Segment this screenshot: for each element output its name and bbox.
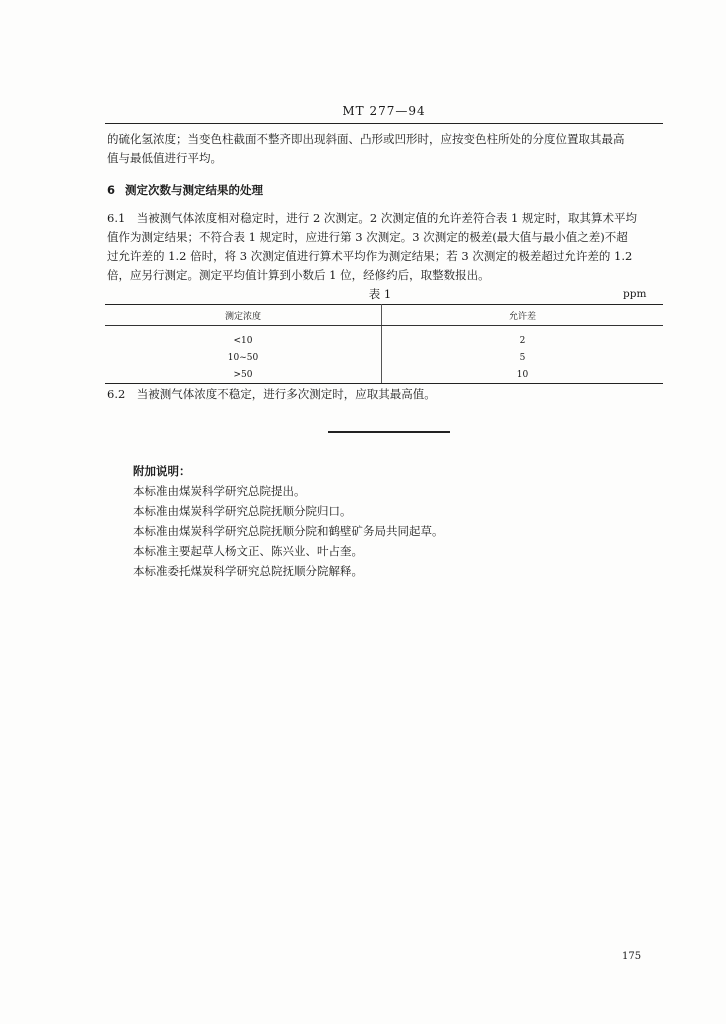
section-heading-6: [107, 182, 263, 198]
end-rule: [328, 431, 450, 433]
table-header-tolerance: 允许差: [382, 305, 664, 326]
tolerance-table: [105, 304, 663, 384]
table-cell-tolerance: 10: [382, 366, 664, 384]
table-row: [105, 366, 663, 384]
table-caption: 表 1: [368, 287, 392, 301]
table-header-row: [105, 305, 663, 326]
table-row: [105, 349, 663, 366]
table-unit: ppm: [623, 288, 647, 300]
paragraph-line: 值作为测定结果；不符合表 1 规定时，应进行第 3 次测定。3 次测定的极差(最大值与最小值之差)不超: [107, 230, 628, 244]
paragraph-line: 倍，应另行测定。测定平均值计算到小数后 1 位，经修约后，取整数报出。: [107, 268, 490, 282]
table-cell-concentration: 10~50: [105, 349, 382, 366]
table-header-concentration: 测定浓度: [105, 305, 382, 326]
section-number: 6: [107, 183, 116, 197]
paragraph-6-2: 6.2 当被测气体浓度不稳定，进行多次测定时，应取其最高值。: [107, 387, 436, 401]
page-header-standard-code: MT 277—94: [342, 104, 426, 118]
paragraph-line: 值与最低值进行平均。: [107, 151, 222, 165]
note-line: 本标准委托煤炭科学研究总院抚顺分院解释。: [133, 564, 363, 578]
table-cell-concentration: >50: [105, 366, 382, 384]
notes-title: 附加说明：: [133, 464, 191, 478]
additional-notes: [133, 461, 444, 581]
paragraph-intro: [107, 130, 663, 168]
section-title: 测定次数与测定结果的处理: [125, 183, 264, 197]
paragraph-line: 6.1 当被测气体浓度相对稳定时，进行 2 次测定。2 次测定值的允许差符合表 1 规定时，取其算术平均: [107, 211, 638, 225]
table-cell-concentration: <10: [105, 326, 382, 350]
note-line: 本标准由煤炭科学研究总院抚顺分院和鹤壁矿务局共同起草。: [133, 524, 444, 538]
table-row: [105, 326, 663, 350]
table-cell-tolerance: 5: [519, 352, 526, 363]
page-number: 175: [622, 951, 642, 962]
note-line: 本标准由煤炭科学研究总院抚顺分院归口。: [133, 504, 352, 518]
paragraph-6-1: [107, 209, 663, 285]
table-cell-tolerance: 2: [519, 335, 526, 346]
note-line: 本标准由煤炭科学研究总院提出。: [133, 484, 306, 498]
note-line: 本标准主要起草人杨文正、陈兴业、叶占奎。: [133, 544, 363, 558]
header-rule: [105, 123, 663, 124]
paragraph-line: 过允许差的 1.2 倍时，将 3 次测定值进行算术平均作为测定结果；若 3 次测定的极差超过允许差的 1.2: [107, 249, 633, 263]
paragraph-line: 的硫化氢浓度；当变色柱截面不整齐即出现斜面、凸形或凹形时，应按变色柱所处的分度位置取其最高: [107, 132, 625, 146]
